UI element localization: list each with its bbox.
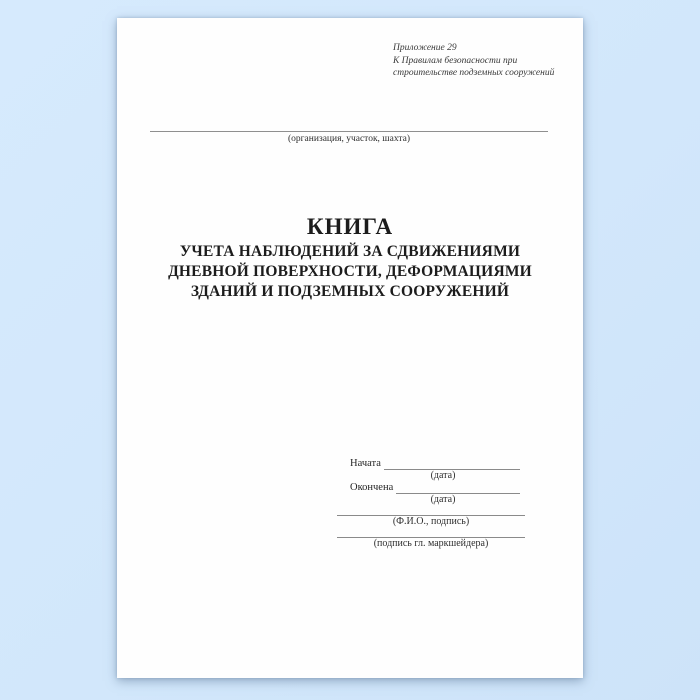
surveyor-caption: (подпись гл. маркшейдера) xyxy=(373,538,489,549)
organization-caption: (организация, участок, шахта) xyxy=(288,134,410,144)
finished-field-row xyxy=(337,482,525,494)
organization-field xyxy=(150,118,548,144)
fio-caption: (Ф.И.О., подпись) xyxy=(392,516,470,527)
annex-line-2: К Правилам безопасности при xyxy=(393,55,518,66)
finished-blank-line xyxy=(396,481,520,494)
started-field-row xyxy=(337,458,525,470)
started-blank-line xyxy=(384,457,520,470)
organization-blank-line xyxy=(150,118,548,132)
surveyor-blank-line xyxy=(337,528,525,538)
document-title: КНИГА xyxy=(306,214,394,239)
title-block xyxy=(117,214,583,302)
started-label: Начата xyxy=(350,458,381,469)
finished-date-caption: (дата) xyxy=(430,494,456,505)
subtitle-line-1: УЧЕТА НАБЛЮДЕНИЙ ЗА СДВИЖЕНИЯМИ xyxy=(179,243,521,260)
started-date-caption: (дата) xyxy=(430,470,456,481)
document-page xyxy=(117,18,583,678)
annex-note xyxy=(393,42,554,80)
fio-blank-line xyxy=(337,506,525,516)
subtitle-line-2: ДНЕВНОЙ ПОВЕРХНОСТИ, ДЕФОРМАЦИЯМИ xyxy=(168,263,532,280)
annex-line-3: строительстве подземных сооружений xyxy=(393,68,555,78)
fields-block xyxy=(337,458,525,550)
annex-line-1: Приложение 29 xyxy=(393,43,457,53)
document-subtitle xyxy=(117,242,583,302)
finished-label: Окончена xyxy=(350,482,394,493)
subtitle-line-3: ЗДАНИЙ И ПОДЗЕМНЫХ СООРУЖЕНИЙ xyxy=(190,283,510,300)
